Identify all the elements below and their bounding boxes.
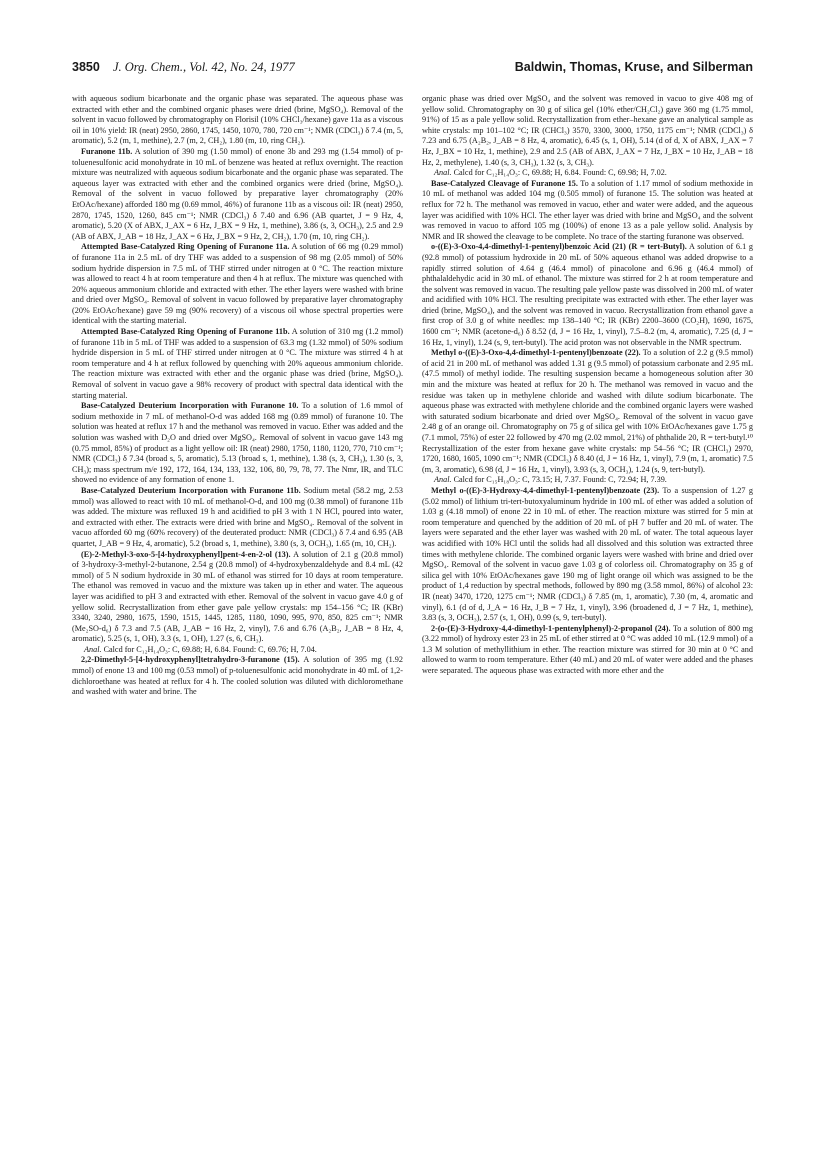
analysis-paragraph (422, 168, 753, 179)
procedure-paragraph (422, 179, 753, 243)
procedure-text: Sodium metal (58.2 mg, 2.53 mmol) was allowed to react with 10 mL of methanol-O-d, and 100 mg (0.38 mmol) of furanone 11b was added. The mixture was refluxed 19 h and acidified to pH 3 with 1 N HCl, poured into water, and extracted with ether. The extracts were dried with brine and MgSO₄. Removal of the solvent in vacuo afforded 60 mg (60% recovery) of the deuterated product: NMR (CDCl₃) δ 7.4 and 6.95 (AB quartet, J_AB = 9 Hz, 4, aromatic), 5.2 (broad s, 1, methine), 3.80 (s, 3, OCH₃), 1.65 (m, 10, CH₂). (72, 485, 403, 548)
procedure-text: A solution of 2.1 g (20.8 mmol) of 3-hydroxy-3-methyl-2-butanone, 2.54 g (20.8 mmol) of 4-hydroxybenzaldehyde and 8.4 mL (42 mmol) of 5 N sodium hydroxide in 30 mL of ethanol was stirred for 10 days at room temperature. The ethanol was removed in vacuo and the mixture was taken up in ether and water. The aqueous layer was acidified to pH 3 and extracted with ether. Removal of the solvent in vacuo gave 4.0 g of yellow solid. Recrystallization from ether gave pale yellow crystals: mp 154–156 °C; IR (KBr) 3340, 3240, 2980, 1675, 1590, 1515, 1445, 1285, 1180, 1090, 995, 970, 850, 825 cm⁻¹; NMR (Me₂SO-d₆) δ 7.3 and 7.5 (AB, J_AB = 16 Hz, 2, vinyl), 7.6 and 6.76 (A₂B₂, J_AB = 8 Hz, 4, aromatic), 5.25 (s, 1, OH), 3.3 (s, 1, OH), 1.27 (s, 6, CH₃). (72, 549, 403, 644)
procedure-paragraph (72, 550, 403, 645)
procedure-text: To a solution of 2.2 g (9.5 mmol) of acid 21 in 200 mL of methanol was added 1.31 g (9.5 mmol) of potassium carbonate and 2.95 mL (47.5 mmol) of methyl iodide. The resulting suspension became a homogeneous solution after 30 min and the mixture was heated at reflux for 20 h. The methanol was removed in vacuo and the residue was taken up in methylene chloride and washed with dilute sodium bicarbonate. The aqueous phase was extracted with methylene chloride and the combined organic layers were washed with saturated sodium bicarbonate and dried over MgSO₄. Removal of the solvent in vacuo gave 2.48 g of an orange oil. Chromatography on 75 g of silica gel with 10% EtOAc/hexanes gave 1.75 g (7.1 mmol, 75%) of ester 22 followed by 470 mg (2.02 mmol, 21%) of phthalide 20, R = tert-butyl.¹⁰ Recrystallization of the ester from hexane gave white crystals: mp 54–56 °C; IR (CHCl₃) 2970, 1720, 1680, 1605, 1090 cm⁻¹; NMR (CDCl₃) δ 8.40 (d, J = 16 Hz, 1, vinyl), 7.9 (m, 1, aromatic) 7.5 (m, 3, aromatic), 6.98 (d, J = 16 Hz, 1, vinyl), 3.93 (s, 3, OCH₃), 1.24 (s, 9, tert-butyl). (422, 348, 753, 474)
procedure-paragraph (422, 242, 753, 348)
paragraph-text: with aqueous sodium bicarbonate and the organic phase was separated. The aqueous phase was extracted with ether and the combined organic phases were dried (brine, MgSO₄). Removal of the solvent in vacuo followed by chromatography on Florisil (10% CHCl₃/hexane) gave 11a as a viscous oil in 10% yield: IR (neat) 2950, 2860, 1745, 1450, 1070, 780, 720 cm⁻¹; NMR (CDCl₃) δ 7.4 (m, 5, aromatic), 5.2 (m, 1, methine), 2.7 (m, 2, CH₂), 1.80 (m, 10, ring CH₂). (72, 94, 403, 146)
procedure-paragraph (422, 348, 753, 475)
procedure-text: A solution of 66 mg (0.29 mmol) of furanone 11a in 2.5 mL of dry THF was added to a suspension of 98 mg (2.05 mmol) of 50% sodium hydride dispersion in 7.5 mL of THF stirred under nitrogen at 0 °C. The reaction mixture was allowed to react 4 h at room temperature and then 4 h at reflux. The mixture was quenched with 20% aqueous ammonium chloride and extracted with ether. The ether layers were washed with brine and dried over MgSO₄. Removal of solvent in vacuo followed by preparative layer chromatography (20% EtOAc/hexane) gave 59 mg (90% recovery) of a viscous oil whose spectral properties were identical with the starting material. (72, 242, 403, 326)
procedure-paragraph (422, 486, 753, 624)
procedure-paragraph (72, 242, 403, 327)
analysis-label: Anal. (434, 168, 452, 178)
volume-info: Vol. 42, No. 24, 1977 (189, 60, 295, 74)
procedure-paragraph (422, 624, 753, 677)
procedure-text: A solution of 6.1 g (92.8 mmol) of potassium hydroxide in 20 mL of 50% aqueous ethanol was added dropwise to a rapidly stirred solution of 4.64 g (46.4 mmol) of pinacolone and 6.96 g (46.4 mmol) of phthalaldehydic acid in 30 mL of ethanol. The mixture was stirred for 2 h at room temperature and the solvent was removed in vacuo. The resulting pale yellow paste was dissolved in 200 mL of water and acidified with 10% HCl. The resulting precipitate was extracted with ether. The ether layer was dried (brine, MgSO₄), and the solvent was removed in vacuo. Recrystallization from ethanol gave a first crop of 3.0 g of white needles: mp 138–140 °C; IR (KBr) 2200–3600 (CO₂H), 1690, 1675, 1600 cm⁻¹; NMR (acetone-d₆) δ 8.52 (d, J = 16 Hz, 1, vinyl), 7.5–8.2 (m, 4, aromatic), 7.25 (d, J = 16 Hz, 1, vinyl), 1.24 (s, 9, tert-butyl). The acid proton was not observable in the NMR spectrum. (422, 242, 753, 347)
page-header (72, 60, 753, 78)
procedure-text: To a solution of 1.17 mmol of sodium methoxide in 10 mL of methanol was added 104 mg (0.505 mmol) of furanone 15. The solution was heated at reflux for 72 h. The methanol was removed in vacuo, ether and water were added, and the aqueous layer was acidified with 10% HCl. The ether layer was dried with brine and MgSO₄ and the solvent was removed in vacuo to afford 105 mg (100%) of enone 13 as a pale yellow solid. Analysis by NMR and IR showed the cleavage to be complete. No trace of the starting furanone was observed. (422, 178, 753, 241)
procedure-paragraph (72, 147, 403, 242)
procedure-title: o-((E)-3-Oxo-4,4-dimethyl-1-pentenyl)benzoic Acid (21) (R = tert-Butyl). (431, 242, 687, 252)
procedure-title: Base-Catalyzed Cleavage of Furanone 15. (431, 178, 578, 188)
procedure-text: To a solution of 800 mg (3.22 mmol) of hydroxy ester 23 in 25 mL of ether stirred at 0 °C was added 10 mL (12.9 mmol) of a 1.3 M solution of methyllithium in ether. The reaction mixture was stirred for 30 min at 0 °C and allowed to warm to room temperature. Ether (40 mL) and 20 mL of water were added and the phases were separated. The aqueous phase was extracted with more ether and the (422, 623, 754, 676)
procedure-paragraph (72, 327, 403, 401)
journal-name: J. Org. Chem., (112, 60, 187, 74)
right-column (422, 94, 753, 677)
procedure-text: A solution of 395 mg (1.92 mmol) of enone 13 and 100 mg (0.53 mmol) of p-toluenesulfonic acid monohydrate in 40 mL of 1,2-dichloroethane was heated at reflux for 4 h. The cooled solution was diluted with dichloromethane and washed with water and brine. The (72, 655, 403, 697)
procedure-title: Base-Catalyzed Deuterium Incorporation with Furanone 11b. (81, 485, 301, 495)
procedure-paragraph (72, 486, 403, 550)
continued-paragraph (422, 94, 753, 168)
body-paragraph (72, 94, 403, 147)
procedure-title: 2,2-Dimethyl-5-[4-hydroxyphenyl]tetrahydro-3-furanone (15). (81, 655, 300, 665)
analysis-label: Anal. (84, 644, 102, 654)
procedure-paragraph (72, 655, 403, 697)
procedure-paragraph (72, 401, 403, 486)
procedure-text: A solution of 390 mg (1.50 mmol) of enone 3b and 293 mg (1.54 mmol) of p-toluenesulfonic acid monohydrate in 10 mL of benzene was heated at reflux overnight. The reaction mixture was neutralized with aqueous sodium bicarbonate and the organic phase was separated. The aqueous layer was extracted with ether and the combined organics were dried (brine, MgSO₄). Removal of the solvent in vacuo followed by preparative layer chromatography (20% EtOAc/hexane) afforded 180 mg (0.69 mmol, 46%) of furanone 11b as a viscous oil: IR (neat) 2950, 2870, 1745, 1520, 1260, 845 cm⁻¹; NMR (CDCl₃) δ 7.40 and 6.96 (AB quartet, J = 9 Hz, 4, aromatic), 5.20 (X of ABX, J_AX = 6 Hz, J_BX = 9 Hz, 1, methine), 3.86 (s, 3, OCH₃), 2.5 and 2.9 (AB of ABX, J_AB = 18 Hz, J_AX = 6 Hz, J_BX = 9 Hz, 2, CH₂), 1.70 (m, 10, ring CH₂). (72, 146, 403, 241)
procedure-title: Methyl o-((E)-3-Hydroxy-4,4-dimethyl-1-pentenyl)benzoate (23). (431, 485, 660, 495)
analysis-paragraph (422, 475, 753, 486)
journal-citation (72, 60, 295, 75)
analysis-text: Calcd for C₁₂H₁₄O₃: C, 69.88; H, 6.84. Found: C, 69.98; H, 7.02. (453, 168, 667, 178)
left-column (72, 94, 403, 698)
page-number: 3850 (72, 60, 100, 74)
analysis-label: Anal. (434, 475, 452, 485)
analysis-text: Calcd for C₁₂H₁₄O₃: C, 69.88; H, 6.84. Found: C, 69.76; H, 7.04. (103, 644, 317, 654)
procedure-text: To a solution of 1.6 mmol of sodium methoxide in 7 mL of methanol-O-d was added 168 mg (0.89 mmol) of furanone 10. The solution was heated at reflux 17 h and the methanol was removed in vacuo. Ether was added and the solution was washed with D₂O and dried over MgSO₄. Removal of solvent in vacuo gave 143 mg (0.75 mmol, 85%) of product as a light yellow oil: IR (neat) 2980, 1750, 1180, 1120, 770, 710 cm⁻¹; NMR (CDCl₃) δ 7.34 (broad s, 5, aromatic), 5.13 (broad s, 1, methine), 1.38 (s, 3, CH₃), 1.30 (s, 3, CH₃); mass spectrum m/e 192, 172, 164, 134, 133, 132, 106, 80, 79, 78, 77. The Nmr, IR, and TLC showed no evidence of any formation of enone 1. (72, 401, 403, 485)
procedure-title: Base-Catalyzed Deuterium Incorporation with Furanone 10. (81, 401, 299, 411)
analysis-paragraph (72, 645, 403, 656)
procedure-title: Attempted Base-Catalyzed Ring Opening of Furanone 11a. (81, 242, 290, 252)
procedure-title: 2-(o-(E)-3-Hydroxy-4,4-dimethyl-1-pentenylphenyl)-2-propanol (24). (431, 623, 671, 633)
procedure-text: To a suspension of 1.27 g (5.02 mmol) of lithium tri-tert-butoxyaluminum hydride in 100 mL of ether was added a solution of 1.03 g (4.18 mmol) of enone 22 in 10 mL of ether. The reaction mixture was stirred for 5 min at room temperature and quenched by the addition of 20 mL of pH 7 buffer and 20 mL of water. The layers were separated and the ether layer was washed with 20 mL of water. The total aqueous layer was acidified with 10% HCl until the solids had all dissolved and this solution was extracted three times with methylene chloride. The combined organic layers were washed with brine and dried over MgSO₄. Removal of the solvent in vacuo gave 1.03 g of colorless oil. Chromatography on 35 g of silica gel with 10% EtOAc/hexanes gave 190 mg of light orange oil which was assigned to be the product of 1,4 reduction by spectral methods, followed by 890 mg (3.58 mmol, 86%) of alcohol 23: IR (neat) 3470, 1720, 1275 cm⁻¹; NMR (CDCl₃) δ 7.85 (m, 1, aromatic), 7.30 (m, 4, aromatic and vinyl), 6.1 (d of d, J_A = 16 Hz, J_B = 7 Hz, 1, vinyl), 3.96 (broadened d, J = 7 Hz, 1, methine), 3.83 (s, 3, OCH₃), 2.57 (s, 1, OH), 0.99 (s, 9, tert-butyl). (422, 485, 754, 623)
procedure-title: Methyl o-((E)-3-Oxo-4,4-dimethyl-1-pentenyl)benzoate (22). (431, 348, 641, 358)
procedure-title: (E)-2-Methyl-3-oxo-5-[4-hydroxyphenyl]pent-4-en-2-ol (13). (81, 549, 291, 559)
procedure-title: Furanone 11b. (81, 146, 133, 156)
author-list: Baldwin, Thomas, Kruse, and Silberman (514, 60, 753, 74)
procedure-text: A solution of 310 mg (1.2 mmol) of furanone 11b in 5 mL of THF was added to a suspension of 63.3 mg (1.32 mmol) of 50% sodium hydride dispersion in 5 mL of THF stirred under nitrogen at 0 °C. The mixture was stirred 4 h at room temperature and 4 h at reflux followed by quenching with 20% aqueous ammonium chloride. The reaction mixture was extracted with ether and the organic phase was dried (brine, MgSO₄). Removal of solvent in vacuo gave a 98% recovery of product with spectral data identical with the starting material. (72, 327, 403, 400)
analysis-text: Calcd for C₁₅H₁₈O₃: C, 73.15; H, 7.37. Found: C, 72.94; H, 7.39. (453, 475, 667, 485)
paragraph-text: organic phase was dried over MgSO₄ and the solvent was removed in vacuo to give 408 mg of yellow solid. Chromatography on 30 g of silica gel (10% ether/CH₂Cl₂) gave 360 mg (1.75 mmol, 91%) of 15 as a pale yellow solid. Recrystallization from ether–hexane gave an analytical sample as white crystals: mp 101–102 °C; IR (CHCl₃) 3570, 3300, 3000, 1750, 1175 cm⁻¹; NMR (CDCl₃) δ 7.23 and 6.75 (A₂B₂, J_AB = 8 Hz, 4, aromatic), 6.45 (s, 1, OH), 5.14 (d of d, X of ABX, J_AX = 7 Hz, J_BX = 10 Hz, 1, methine), 2.9 and 2.5 (AB of ABX, J_AX = 7 Hz, J_BX = 10 Hz, J_AB = 18 Hz, 2, methylene), 1.40 (s, 3, CH₃), 1.32 (s, 3, CH₃). (422, 94, 753, 167)
procedure-title: Attempted Base-Catalyzed Ring Opening of Furanone 11b. (81, 327, 290, 337)
